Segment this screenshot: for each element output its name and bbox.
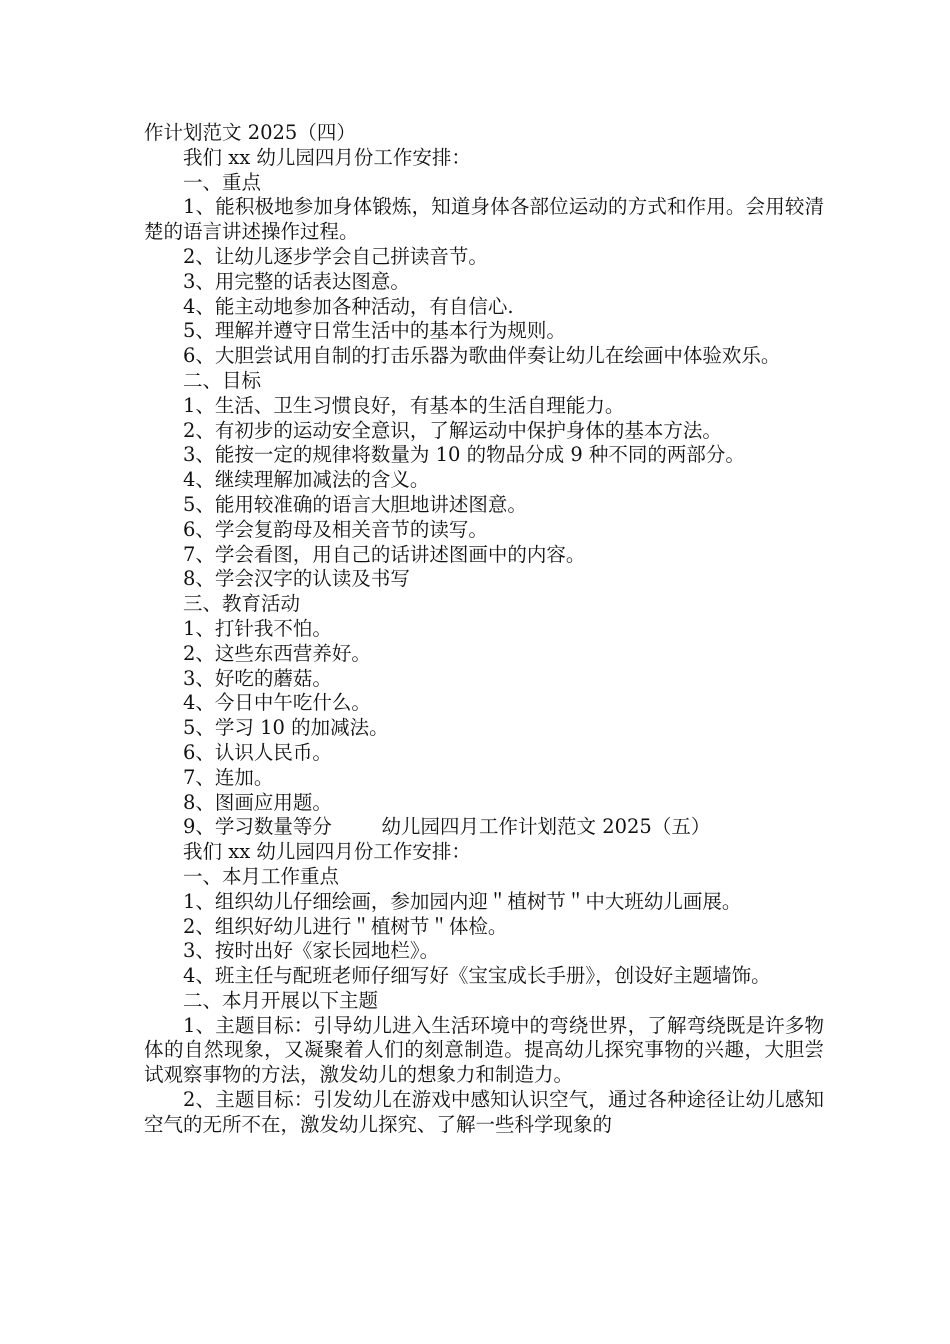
document-line: 1、生活、卫生习惯良好，有基本的生活自理能力。	[183, 393, 625, 417]
document-line: 6、学会复韵母及相关音节的读写。	[183, 517, 488, 541]
document-line: 二、目标	[183, 368, 262, 392]
document-line: 1、组织幼儿仔细绘画，参加园内迎＂植树节＂中大班幼儿画展。	[183, 889, 742, 913]
document-line: 2、组织好幼儿进行＂植树节＂体检。	[183, 914, 508, 938]
document-line: 三、教育活动	[183, 592, 301, 616]
document-line: 5、能用较准确的语言大胆地讲述图意。	[183, 492, 527, 516]
document-line: 1、打针我不怕。	[183, 616, 332, 640]
document-line: 6、认识人民币。	[183, 740, 332, 764]
document-line: 我们 xx 幼儿园四月份工作安排：	[183, 840, 471, 864]
document-line: 1、主题目标：引导幼儿进入生活环境中的弯绕世界，了解弯绕既是许多物体的自然现象，又凝聚着人们的刻意制造。提高幼儿探究事物的兴趣，大胆尝试观察事物的方法，激发幼儿的想象力和制造力。	[144, 1013, 824, 1087]
document-line: 3、好吃的蘑菇。	[183, 666, 332, 690]
document-line: 4、继续理解加减法的含义。	[183, 468, 430, 492]
document-body	[144, 121, 824, 1138]
document-line: 7、学会看图，用自己的话讲述图画中的内容。	[183, 542, 586, 566]
document-line: 3、按时出好《家长园地栏》。	[183, 939, 440, 963]
document-line: 2、主题目标：引发幼儿在游戏中感知认识空气，通过各种途径让幼儿感知空气的无所不在，激发幼儿探究、了解一些科学现象的	[144, 1088, 824, 1136]
document-line: 9、学习数量等分 幼儿园四月工作计划范文 2025（五）	[183, 815, 711, 839]
document-line: 2、有初步的运动安全意识，了解运动中保护身体的基本方法。	[183, 418, 722, 442]
document-line: 3、用完整的话表达图意。	[183, 269, 410, 293]
document-line: 4、今日中午吃什么。	[183, 691, 371, 715]
document-line: 4、能主动地参加各种活动，有自信心.	[183, 294, 514, 318]
document-line: 8、图画应用题。	[183, 790, 332, 814]
document-line: 7、连加。	[183, 765, 274, 789]
document-line: 作计划范文 2025（四）	[144, 121, 356, 144]
document-line: 2、这些东西营养好。	[183, 641, 371, 665]
document-line: 6、大胆尝试用自制的打击乐器为歌曲伴奏让幼儿在绘画中体验欢乐。	[183, 344, 781, 368]
document-line: 5、理解并遵守日常生活中的基本行为规则。	[183, 319, 566, 343]
document-line: 一、本月工作重点	[183, 864, 340, 888]
document-line: 3、能按一定的规律将数量为 10 的物品分成 9 种不同的两部分。	[183, 443, 745, 467]
document-line: 1、能积极地参加身体锻炼，知道身体各部位运动的方式和作用。会用较清楚的语言讲述操作过程。	[144, 195, 824, 244]
document-line: 二、本月开展以下主题	[183, 988, 379, 1012]
document-line: 4、班主任与配班老师仔细写好《宝宝成长手册》，创设好主题墙饰。	[183, 964, 771, 988]
document-line: 5、学习 10 的加减法。	[183, 716, 389, 740]
document-line: 8、学会汉字的认读及书写	[183, 567, 410, 591]
document-line: 2、让幼儿逐步学会自己拼读音节。	[183, 244, 488, 268]
document-line: 我们 xx 幼儿园四月份工作安排：	[183, 145, 471, 169]
document-line: 一、重点	[183, 170, 262, 194]
